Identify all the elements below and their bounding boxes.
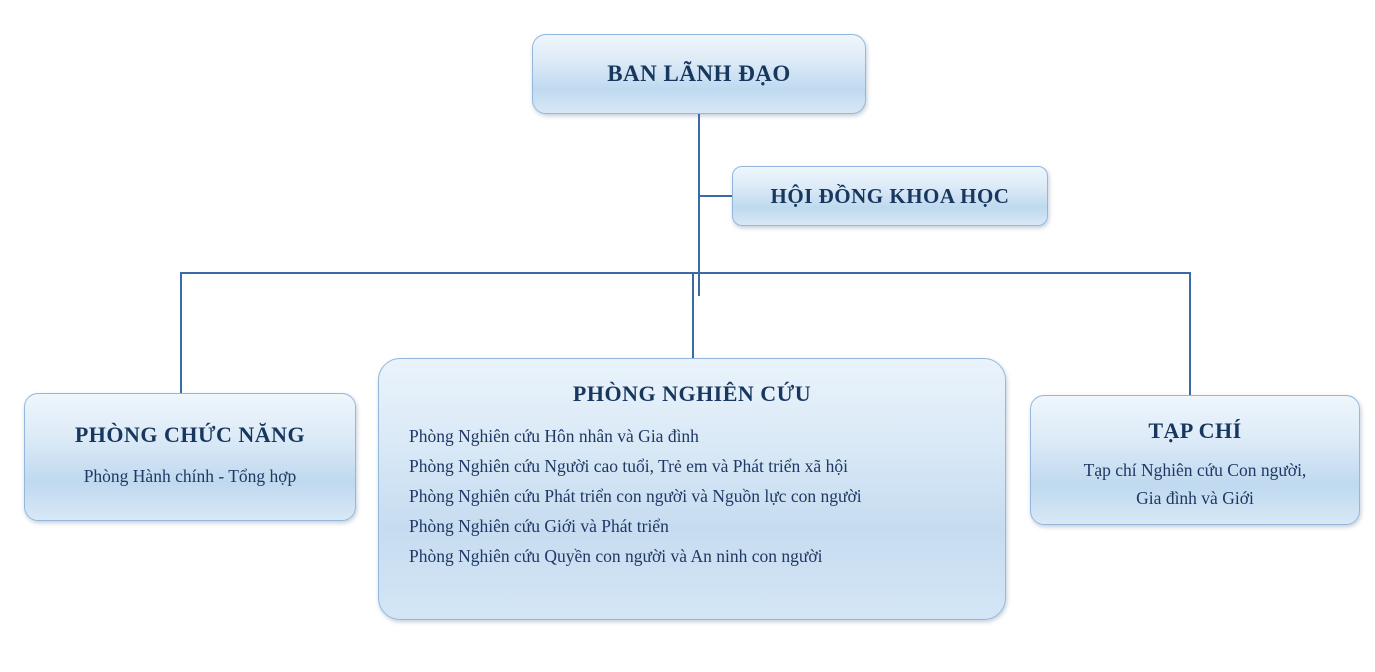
connector-council-horizontal (698, 195, 734, 197)
list-item: Phòng Nghiên cứu Phát triển con người và Nguồn lực con người (409, 486, 862, 506)
node-leadership-title: BAN LÃNH ĐẠO (607, 61, 791, 86)
research-department-list (379, 421, 1005, 571)
node-journal-subtitle-line1: Tạp chí Nghiên cứu Con người, (1083, 460, 1307, 480)
node-science-council[interactable] (732, 166, 1048, 226)
node-function-department[interactable] (24, 393, 356, 521)
node-journal-subtitle (1084, 456, 1307, 512)
connector-journal-vertical (1189, 272, 1191, 396)
connector-research-vertical (692, 272, 694, 360)
node-research-department[interactable] (378, 358, 1006, 620)
list-item: Phòng Nghiên cứu Quyền con người và An ninh con người (409, 546, 823, 566)
node-leadership[interactable] (532, 34, 866, 114)
node-journal-subtitle-line2: Gia đình và Giới (1136, 488, 1254, 508)
node-function-department-subtitle: Phòng Hành chính - Tổng hợp (83, 466, 297, 486)
list-item: Phòng Nghiên cứu Người cao tuổi, Trẻ em và Phát triển xã hội (409, 456, 848, 476)
connector-leadership-vertical (698, 114, 700, 296)
node-research-department-title: PHÒNG NGHIÊN CỨU (572, 381, 812, 406)
connector-main-horizontal (180, 272, 1190, 274)
connector-function-vertical (180, 272, 182, 394)
node-science-council-title: HỘI ĐỒNG KHOA HỌC (770, 183, 1010, 208)
list-item: Phòng Nghiên cứu Hôn nhân và Gia đình (409, 426, 699, 446)
node-journal-title: TẠP CHÍ (1148, 418, 1242, 443)
list-item: Phòng Nghiên cứu Giới và Phát triển (409, 516, 669, 536)
node-function-department-title: PHÒNG CHỨC NĂNG (74, 422, 306, 447)
node-journal[interactable] (1030, 395, 1360, 525)
